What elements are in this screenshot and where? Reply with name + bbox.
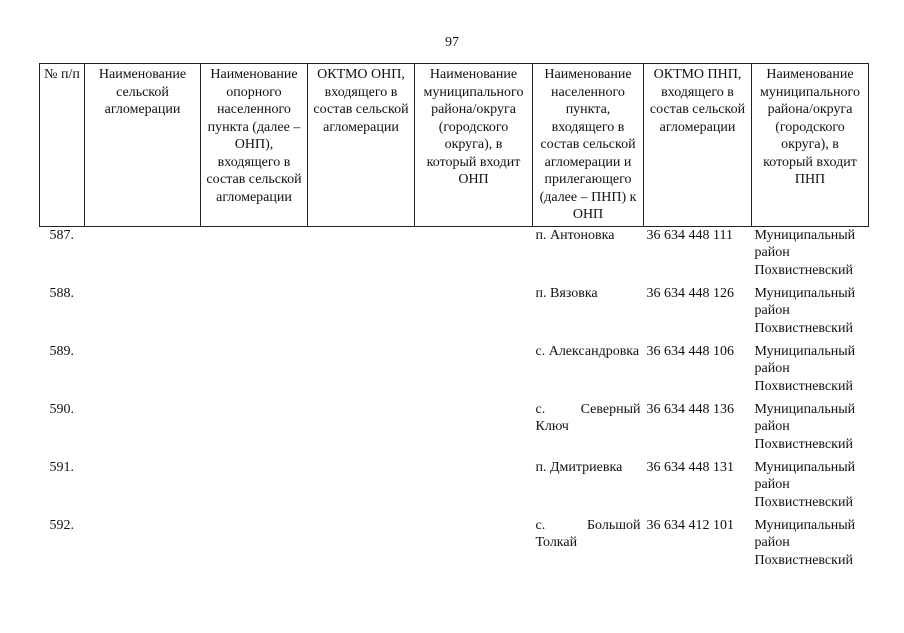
header-onp-oktmo: ОКТМО ОНП, входящего в состав сельской агломерации <box>308 64 415 227</box>
pnp-oktmo-cell: 36 634 448 126 <box>646 285 734 301</box>
pnp-oktmo-cell: 36 634 448 106 <box>646 343 734 359</box>
onp-name-cell <box>201 401 308 459</box>
onp-district-cell <box>415 401 533 459</box>
table-row <box>40 401 869 459</box>
agglomeration-cell <box>85 343 201 401</box>
agglomeration-table <box>39 63 869 575</box>
onp-oktmo-cell <box>308 285 415 343</box>
onp-oktmo-cell <box>308 401 415 459</box>
header-pnp-district: Наименование муниципального района/округа (городского округа), в который входит ПНП <box>752 64 869 227</box>
table-row <box>40 226 869 285</box>
pnp-oktmo-cell: 36 634 448 131 <box>646 459 734 475</box>
onp-name-cell <box>201 226 308 285</box>
pnp-name-cell: п. Антоновка <box>535 227 615 243</box>
onp-oktmo-cell <box>308 226 415 285</box>
header-pnp-name: Наименование населенного пункта, входящего в состав сельской агломерации и прилегающего (далее – ПНП) к ОНП <box>533 64 644 227</box>
row-number: 588. <box>49 285 74 301</box>
agglomeration-cell <box>85 459 201 517</box>
pnp-oktmo-cell: 36 634 412 101 <box>646 517 734 533</box>
onp-name-cell <box>201 459 308 517</box>
onp-district-cell <box>415 285 533 343</box>
table-row <box>40 343 869 401</box>
row-number: 590. <box>49 401 74 417</box>
onp-district-cell <box>415 517 533 575</box>
row-number: 591. <box>49 459 74 475</box>
pnp-district-cell: Муниципальный район Похвистневский <box>754 401 856 452</box>
agglomeration-cell <box>85 226 201 285</box>
pnp-name-cell: с. Северный Ключ <box>535 401 641 434</box>
table-row <box>40 285 869 343</box>
pnp-oktmo-cell: 36 634 448 111 <box>646 227 733 243</box>
header-pnp-oktmo: ОКТМО ПНП, входящего в состав сельской агломерации <box>644 64 752 227</box>
pnp-district-cell: Муниципальный район Похвистневский <box>754 227 856 278</box>
row-number: 589. <box>49 343 74 359</box>
pnp-district-cell: Муниципальный район Похвистневский <box>754 285 856 336</box>
agglomeration-cell <box>85 285 201 343</box>
header-onp-name: Наименование опорного населенного пункта (далее – ОНП), входящего в состав сельской агломерации <box>201 64 308 227</box>
pnp-name-cell: с. Большой Толкай <box>535 517 641 550</box>
onp-oktmo-cell <box>308 517 415 575</box>
table-row <box>40 517 869 575</box>
onp-district-cell <box>415 343 533 401</box>
table-header-row <box>40 64 869 227</box>
pnp-name-cell: с. Александровка <box>535 343 640 359</box>
onp-name-cell <box>201 517 308 575</box>
pnp-name-cell: п. Дмитриевка <box>535 459 623 475</box>
pnp-district-cell: Муниципальный район Похвистневский <box>754 459 856 510</box>
agglomeration-cell <box>85 401 201 459</box>
pnp-district-cell: Муниципальный район Похвистневский <box>754 343 856 394</box>
onp-name-cell <box>201 285 308 343</box>
onp-oktmo-cell <box>308 459 415 517</box>
row-number: 592. <box>49 517 74 533</box>
header-number: № п/п <box>40 64 85 227</box>
onp-oktmo-cell <box>308 343 415 401</box>
onp-district-cell <box>415 226 533 285</box>
agglomeration-cell <box>85 517 201 575</box>
pnp-name-cell: п. Вязовка <box>535 285 598 301</box>
row-number: 587. <box>49 227 74 243</box>
table-row <box>40 459 869 517</box>
pnp-oktmo-cell: 36 634 448 136 <box>646 401 734 417</box>
header-agglomeration-name: Наименование сельской агломерации <box>85 64 201 227</box>
onp-name-cell <box>201 343 308 401</box>
onp-district-cell <box>415 459 533 517</box>
pnp-district-cell: Муниципальный район Похвистневский <box>754 517 856 568</box>
header-onp-district: Наименование муниципального района/округа (городского округа), в который входит ОНП <box>415 64 533 227</box>
page-number: 97 <box>445 35 459 50</box>
